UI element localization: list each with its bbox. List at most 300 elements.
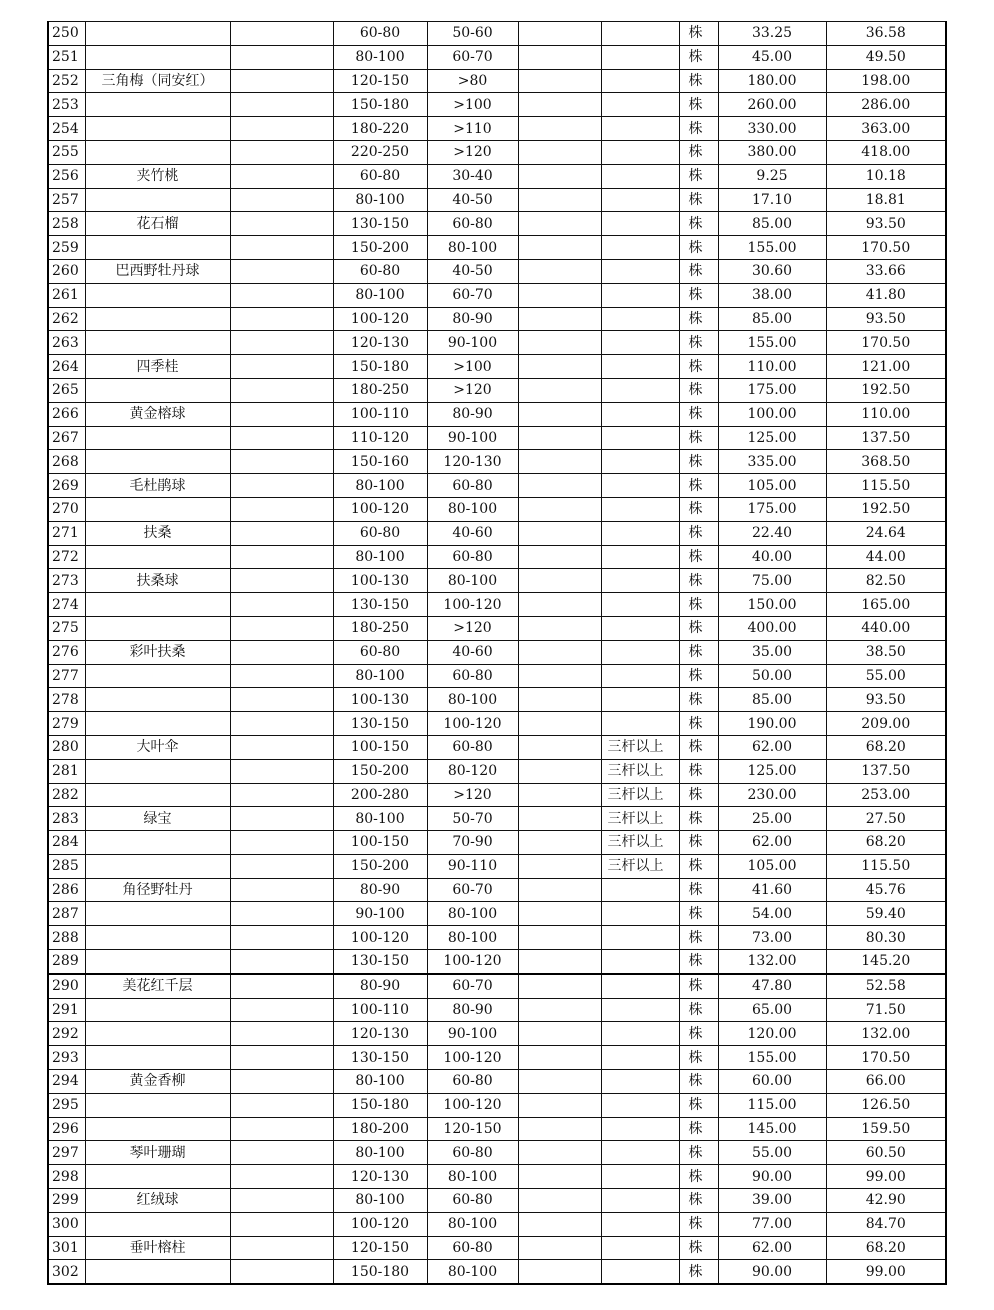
unit-cell: 株 [679,807,718,831]
plant-name [85,378,230,402]
table-row [48,998,946,1022]
plant-name: 垂叶榕柱 [85,1236,230,1260]
table-row [48,1260,946,1284]
row-number: 263 [48,331,85,355]
height-spec: 150-180 [333,1260,427,1284]
table-row [48,355,946,379]
height-spec: 110-120 [333,426,427,450]
height-spec: 60-80 [333,259,427,283]
table-row [48,1189,946,1213]
row-number: 284 [48,831,85,855]
stem-note [601,22,679,46]
crown-spec: 90-110 [427,854,518,878]
stem-note [601,307,679,331]
height-spec: 150-180 [333,1093,427,1117]
row-number: 282 [48,783,85,807]
crown-spec: 80-100 [427,236,518,260]
price-cell: 38.00 [718,283,826,307]
price-cell: 62.00 [718,1236,826,1260]
price-cell: 85.00 [718,307,826,331]
price-incl-tax-cell: 137.50 [826,426,946,450]
price-incl-tax-cell: 363.00 [826,117,946,141]
stem-note [601,1236,679,1260]
table-row [48,783,946,807]
plant-name: 四季桂 [85,355,230,379]
table-row [48,1093,946,1117]
price-incl-tax-cell: 33.66 [826,259,946,283]
blank-cell [518,93,601,117]
blank-cell [230,1189,333,1213]
blank-cell [230,1236,333,1260]
height-spec: 180-250 [333,378,427,402]
price-cell: 90.00 [718,1260,826,1284]
height-spec: 130-150 [333,712,427,736]
crown-spec: >120 [427,783,518,807]
crown-spec: >110 [427,117,518,141]
blank-cell [518,878,601,902]
plant-name: 花石榴 [85,212,230,236]
crown-spec: 80-100 [427,1260,518,1284]
stem-note: 三杆以上 [601,831,679,855]
table-row [48,426,946,450]
blank-cell [230,140,333,164]
height-spec: 180-250 [333,616,427,640]
plant-name [85,1093,230,1117]
price-cell: 85.00 [718,688,826,712]
price-incl-tax-cell: 99.00 [826,1260,946,1284]
row-number: 268 [48,450,85,474]
price-incl-tax-cell: 126.50 [826,1093,946,1117]
price-cell: 125.00 [718,759,826,783]
price-incl-tax-cell: 170.50 [826,331,946,355]
price-cell: 155.00 [718,236,826,260]
plant-name [85,664,230,688]
crown-spec: 80-100 [427,688,518,712]
price-cell: 39.00 [718,1189,826,1213]
unit-cell: 株 [679,1046,718,1070]
height-spec: 100-110 [333,402,427,426]
crown-spec: 80-90 [427,402,518,426]
crown-spec: >80 [427,69,518,93]
unit-cell: 株 [679,902,718,926]
crown-spec: 80-100 [427,926,518,950]
crown-spec: >120 [427,140,518,164]
stem-note [601,188,679,212]
price-incl-tax-cell: 253.00 [826,783,946,807]
row-number: 274 [48,593,85,617]
blank-cell [230,735,333,759]
unit-cell: 株 [679,1022,718,1046]
height-spec: 200-280 [333,783,427,807]
plant-name [85,1165,230,1189]
table-row [48,140,946,164]
table-row [48,640,946,664]
blank-cell [230,164,333,188]
table-row [48,402,946,426]
blank-cell [230,331,333,355]
unit-cell: 株 [679,307,718,331]
crown-spec: 100-120 [427,1046,518,1070]
stem-note [601,474,679,498]
row-number: 290 [48,974,85,998]
stem-note [601,212,679,236]
table-row [48,474,946,498]
blank-cell [230,1093,333,1117]
height-spec: 80-100 [333,664,427,688]
price-cell: 155.00 [718,1046,826,1070]
price-cell: 190.00 [718,712,826,736]
table-row [48,188,946,212]
crown-spec: 70-90 [427,831,518,855]
price-incl-tax-cell: 99.00 [826,1165,946,1189]
stem-note [601,1093,679,1117]
plant-name: 黄金香柳 [85,1070,230,1094]
crown-spec: 120-150 [427,1117,518,1141]
height-spec: 130-150 [333,950,427,974]
price-cell: 120.00 [718,1022,826,1046]
table-row [48,545,946,569]
plant-name [85,45,230,69]
unit-cell: 株 [679,402,718,426]
price-incl-tax-cell: 38.50 [826,640,946,664]
stem-note [601,236,679,260]
plant-name [85,93,230,117]
blank-cell [518,1165,601,1189]
table-row [48,878,946,902]
price-incl-tax-cell: 18.81 [826,188,946,212]
price-cell: 150.00 [718,593,826,617]
row-number: 285 [48,854,85,878]
unit-cell: 株 [679,998,718,1022]
blank-cell [518,735,601,759]
unit-cell: 株 [679,497,718,521]
blank-cell [230,188,333,212]
price-cell: 60.00 [718,1070,826,1094]
table-row [48,236,946,260]
blank-cell [518,1236,601,1260]
price-cell: 145.00 [718,1117,826,1141]
stem-note [601,164,679,188]
price-cell: 54.00 [718,902,826,926]
row-number: 301 [48,1236,85,1260]
unit-cell: 株 [679,688,718,712]
blank-cell [230,474,333,498]
blank-cell [230,378,333,402]
plant-name [85,426,230,450]
plant-name: 琴叶珊瑚 [85,1141,230,1165]
row-number: 289 [48,950,85,974]
crown-spec: >100 [427,93,518,117]
unit-cell: 株 [679,1260,718,1284]
row-number: 302 [48,1260,85,1284]
blank-cell [518,545,601,569]
stem-note [601,331,679,355]
stem-note: 三杆以上 [601,759,679,783]
table-row [48,1046,946,1070]
blank-cell [230,1141,333,1165]
blank-cell [518,759,601,783]
plant-name: 黄金榕球 [85,402,230,426]
plant-name [85,331,230,355]
stem-note [601,569,679,593]
blank-cell [518,807,601,831]
price-cell: 50.00 [718,664,826,688]
table-row [48,831,946,855]
table-row [48,569,946,593]
unit-cell: 株 [679,450,718,474]
row-number: 297 [48,1141,85,1165]
row-number: 277 [48,664,85,688]
price-cell: 230.00 [718,783,826,807]
blank-cell [518,616,601,640]
unit-cell: 株 [679,854,718,878]
stem-note [601,902,679,926]
plant-name [85,688,230,712]
unit-cell: 株 [679,45,718,69]
blank-cell [230,878,333,902]
price-cell: 22.40 [718,521,826,545]
price-cell: 132.00 [718,950,826,974]
price-cell: 110.00 [718,355,826,379]
blank-cell [518,854,601,878]
blank-cell [518,1046,601,1070]
unit-cell: 株 [679,640,718,664]
unit-cell: 株 [679,521,718,545]
row-number: 295 [48,1093,85,1117]
table-row [48,593,946,617]
blank-cell [518,307,601,331]
crown-spec: 100-120 [427,712,518,736]
price-incl-tax-cell: 368.50 [826,450,946,474]
table-row [48,331,946,355]
height-spec: 80-100 [333,283,427,307]
row-number: 275 [48,616,85,640]
price-incl-tax-cell: 59.40 [826,902,946,926]
blank-cell [518,569,601,593]
height-spec: 80-90 [333,974,427,998]
unit-cell: 株 [679,117,718,141]
crown-spec: 60-80 [427,1141,518,1165]
unit-cell: 株 [679,664,718,688]
blank-cell [230,616,333,640]
unit-cell: 株 [679,212,718,236]
height-spec: 120-130 [333,331,427,355]
blank-cell [230,569,333,593]
plant-name [85,902,230,926]
table-row [48,283,946,307]
price-incl-tax-cell: 209.00 [826,712,946,736]
blank-cell [518,1141,601,1165]
stem-note [601,1260,679,1284]
table-row [48,950,946,974]
height-spec: 100-120 [333,1212,427,1236]
price-incl-tax-cell: 36.58 [826,22,946,46]
blank-cell [518,22,601,46]
price-cell: 115.00 [718,1093,826,1117]
price-cell: 125.00 [718,426,826,450]
blank-cell [230,307,333,331]
row-number: 278 [48,688,85,712]
plant-name: 彩叶扶桑 [85,640,230,664]
price-incl-tax-cell: 198.00 [826,69,946,93]
unit-cell: 株 [679,474,718,498]
blank-cell [230,1046,333,1070]
plant-name: 三角梅（同安红） [85,69,230,93]
unit-cell: 株 [679,735,718,759]
price-cell: 330.00 [718,117,826,141]
row-number: 257 [48,188,85,212]
blank-cell [230,1165,333,1189]
crown-spec: 120-130 [427,450,518,474]
height-spec: 130-150 [333,1046,427,1070]
plant-name: 毛杜鹃球 [85,474,230,498]
table-row [48,902,946,926]
row-number: 279 [48,712,85,736]
row-number: 264 [48,355,85,379]
row-number: 294 [48,1070,85,1094]
unit-cell: 株 [679,426,718,450]
row-number: 272 [48,545,85,569]
price-incl-tax-cell: 68.20 [826,735,946,759]
crown-spec: 60-80 [427,1236,518,1260]
price-cell: 77.00 [718,1212,826,1236]
unit-cell: 株 [679,878,718,902]
blank-cell [230,902,333,926]
price-incl-tax-cell: 82.50 [826,569,946,593]
row-number: 266 [48,402,85,426]
crown-spec: 60-80 [427,212,518,236]
crown-spec: 60-80 [427,1189,518,1213]
stem-note [601,355,679,379]
stem-note [601,259,679,283]
price-incl-tax-cell: 52.58 [826,974,946,998]
price-incl-tax-cell: 10.18 [826,164,946,188]
unit-cell: 株 [679,188,718,212]
row-number: 258 [48,212,85,236]
crown-spec: 80-90 [427,307,518,331]
price-cell: 380.00 [718,140,826,164]
table-row [48,259,946,283]
blank-cell [518,1093,601,1117]
stem-note [601,1212,679,1236]
height-spec: 130-150 [333,593,427,617]
blank-cell [518,1189,601,1213]
crown-spec: 60-80 [427,1070,518,1094]
height-spec: 80-100 [333,474,427,498]
row-number: 291 [48,998,85,1022]
blank-cell [230,426,333,450]
blank-cell [518,974,601,998]
price-incl-tax-cell: 115.50 [826,854,946,878]
blank-cell [518,1117,601,1141]
blank-cell [518,664,601,688]
unit-cell: 株 [679,283,718,307]
plant-name [85,140,230,164]
blank-cell [230,831,333,855]
stem-note [601,616,679,640]
table-row [48,1117,946,1141]
price-incl-tax-cell: 440.00 [826,616,946,640]
row-number: 293 [48,1046,85,1070]
unit-cell: 株 [679,759,718,783]
blank-cell [230,998,333,1022]
stem-note [601,497,679,521]
row-number: 296 [48,1117,85,1141]
blank-cell [518,712,601,736]
height-spec: 150-200 [333,236,427,260]
crown-spec: 80-120 [427,759,518,783]
plant-name [85,616,230,640]
blank-cell [230,926,333,950]
plant-name: 绿宝 [85,807,230,831]
stem-note [601,402,679,426]
stem-note [601,688,679,712]
price-incl-tax-cell: 84.70 [826,1212,946,1236]
plant-name [85,831,230,855]
row-number: 262 [48,307,85,331]
row-number: 300 [48,1212,85,1236]
price-incl-tax-cell: 24.64 [826,521,946,545]
plant-name: 美花红千层 [85,974,230,998]
unit-cell: 株 [679,378,718,402]
crown-spec: 60-70 [427,45,518,69]
height-spec: 130-150 [333,212,427,236]
unit-cell: 株 [679,93,718,117]
blank-cell [518,45,601,69]
height-spec: 60-80 [333,521,427,545]
price-incl-tax-cell: 68.20 [826,831,946,855]
crown-spec: 60-80 [427,735,518,759]
crown-spec: 90-100 [427,1022,518,1046]
stem-note [601,1189,679,1213]
blank-cell [518,831,601,855]
height-spec: 80-100 [333,545,427,569]
table-row [48,22,946,46]
price-cell: 62.00 [718,735,826,759]
price-cell: 75.00 [718,569,826,593]
crown-spec: 40-50 [427,259,518,283]
row-number: 288 [48,926,85,950]
crown-spec: 80-100 [427,497,518,521]
stem-note [601,974,679,998]
table-row [48,93,946,117]
blank-cell [230,712,333,736]
blank-cell [518,1070,601,1094]
blank-cell [518,402,601,426]
plant-name [85,998,230,1022]
unit-cell: 株 [679,355,718,379]
plant-name [85,1046,230,1070]
height-spec: 100-130 [333,569,427,593]
height-spec: 150-180 [333,355,427,379]
crown-spec: 60-70 [427,878,518,902]
stem-note: 三杆以上 [601,735,679,759]
stem-note [601,664,679,688]
plant-name [85,926,230,950]
blank-cell [518,426,601,450]
price-incl-tax-cell: 121.00 [826,355,946,379]
unit-cell: 株 [679,831,718,855]
height-spec: 100-130 [333,688,427,712]
price-cell: 35.00 [718,640,826,664]
height-spec: 80-100 [333,1189,427,1213]
row-number: 251 [48,45,85,69]
row-number: 269 [48,474,85,498]
blank-cell [230,93,333,117]
price-incl-tax-cell: 110.00 [826,402,946,426]
blank-cell [230,1260,333,1284]
table-row [48,212,946,236]
